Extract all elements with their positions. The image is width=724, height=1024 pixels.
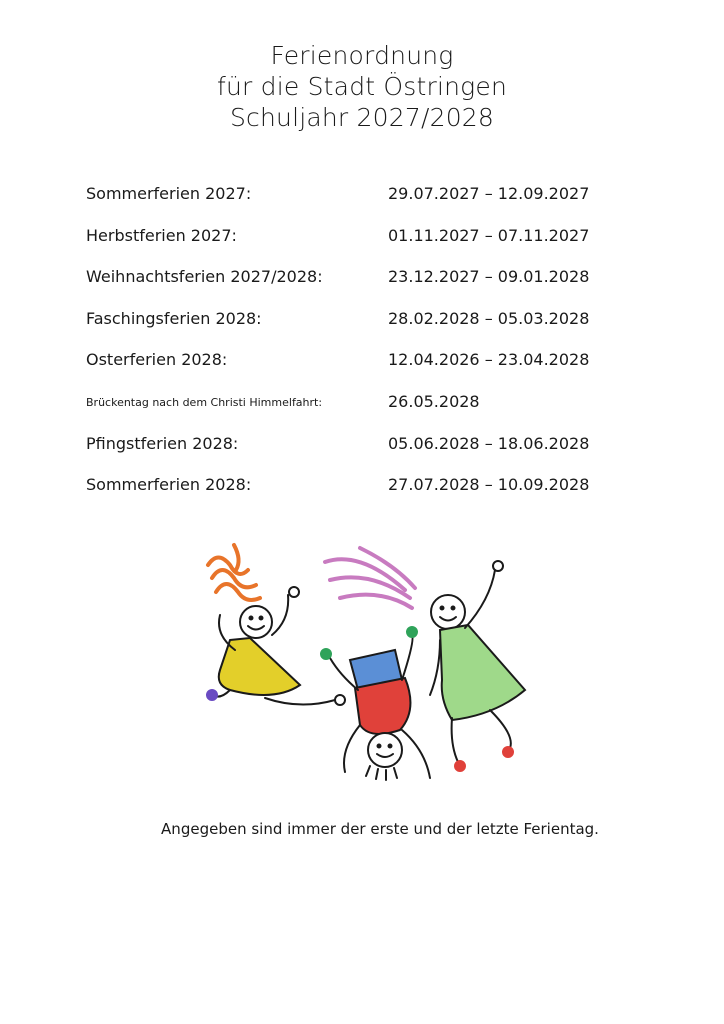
schedule-row <box>86 428 646 470</box>
holiday-label: Brückentag nach dem Christi Himmelfahrt: <box>86 395 323 409</box>
child-orange-hair <box>207 545 345 705</box>
schedule-row <box>86 469 646 511</box>
holiday-label: Osterferien 2028: <box>86 350 228 370</box>
holiday-schedule <box>86 178 646 511</box>
holiday-dates: 29.07.2027 – 12.09.2027 <box>388 184 590 203</box>
schedule-row <box>86 178 646 220</box>
title-line-1: Ferienordnung <box>270 41 454 70</box>
children-illustration <box>190 540 530 790</box>
schedule-row <box>86 386 646 428</box>
holiday-label: Sommerferien 2028: <box>86 475 252 495</box>
document-title <box>0 40 724 133</box>
holiday-dates: 26.05.2028 <box>388 391 480 411</box>
schedule-row <box>86 220 646 262</box>
title-line-3: Schuljahr 2027/2028 <box>229 103 495 132</box>
holiday-label: Faschingsferien 2028: <box>86 308 262 328</box>
holiday-dates: 12.04.2026 – 23.04.2028 <box>388 350 590 370</box>
holiday-dates: 05.06.2028 – 18.06.2028 <box>388 433 590 453</box>
holiday-dates: 23.12.2027 – 09.01.2028 <box>388 267 590 287</box>
schedule-row <box>86 261 646 303</box>
schedule-row <box>86 303 646 345</box>
holiday-dates: 01.11.2027 – 07.11.2027 <box>388 225 590 245</box>
holiday-label: Herbstferien 2027: <box>86 225 237 245</box>
holiday-label: Sommerferien 2027: <box>86 184 252 203</box>
holiday-dates: 27.07.2028 – 10.09.2028 <box>388 475 590 495</box>
title-line-2: für die Stadt Östringen <box>216 72 508 101</box>
holiday-dates: 28.02.2028 – 05.03.2028 <box>388 308 590 328</box>
holiday-label: Pfingstferien 2028: <box>86 433 239 453</box>
footnote: Angegeben sind immer der erste und der letzte Ferientag. <box>161 820 599 838</box>
holiday-label: Weihnachtsferien 2027/2028: <box>86 267 323 287</box>
schedule-row <box>86 344 646 386</box>
